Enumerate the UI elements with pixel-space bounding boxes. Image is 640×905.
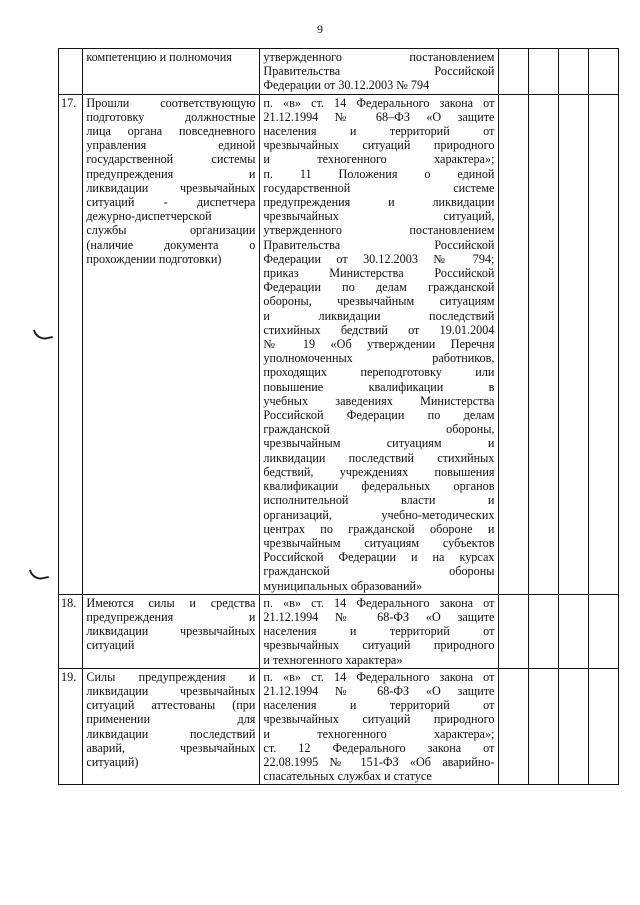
row-number: 18. xyxy=(59,594,83,668)
requirement-line: ситуаций аттестованы (при xyxy=(86,698,256,713)
reference-line: утвержденного постановлением xyxy=(263,223,495,238)
requirement-line: прохождении подготовки) xyxy=(86,251,222,266)
requirement-line: Силы предупреждения и xyxy=(86,669,256,684)
reference-line: 21.12.1994 № 68–ФЗ «О защите xyxy=(263,109,495,124)
requirement-line: подготовку должностные xyxy=(86,109,256,124)
reference-line: муниципальных образований» xyxy=(263,578,423,593)
legal-reference-cell xyxy=(260,668,499,785)
reference-line: Федерации по делам гражданской xyxy=(263,280,495,295)
requirement-line: применении для xyxy=(86,712,256,727)
reference-line: 21.12.1994 № 68-ФЗ «О защите xyxy=(263,609,495,624)
row-number xyxy=(59,49,83,95)
answer-cell[interactable] xyxy=(589,94,619,594)
reference-line: чрезвычайных ситуаций природного xyxy=(263,712,495,727)
requirement-line: компетенцию и полномочия xyxy=(86,50,232,64)
reference-line: Федерации от 30.12.2003 № 794; xyxy=(263,251,495,266)
reference-line: п. 11 Положения о единой xyxy=(263,166,495,181)
reference-line: п. «в» ст. 14 Федерального закона от xyxy=(263,95,495,110)
reference-line: п. «в» ст. 14 Федерального закона от xyxy=(263,595,495,610)
reference-line: Правительства Российской xyxy=(263,237,495,252)
reference-line: бедствий, учреждениях повышения xyxy=(263,464,495,479)
answer-cell[interactable] xyxy=(529,49,559,95)
reference-line: чрезвычайных ситуаций, xyxy=(263,209,495,224)
reference-line: и техногенного характера»; xyxy=(263,726,495,741)
reference-line: и ликвидации последствий xyxy=(263,308,495,323)
requirement-line: аварий, чрезвычайных xyxy=(86,740,256,755)
requirement-line: ситуаций xyxy=(86,638,135,653)
table-row xyxy=(59,49,619,95)
checklist-table xyxy=(58,48,619,785)
answer-cell[interactable] xyxy=(499,94,529,594)
answer-cell[interactable] xyxy=(589,594,619,668)
requirement-cell xyxy=(83,668,260,785)
reference-line: гражданской обороны, xyxy=(263,422,495,437)
reference-line: учебных заведениях Министерства xyxy=(263,393,495,408)
answer-cell[interactable] xyxy=(559,94,589,594)
table-row xyxy=(59,594,619,668)
reference-line: приказ Министерства Российской xyxy=(263,266,495,281)
reference-line: п. «в» ст. 14 Федерального закона от xyxy=(263,669,495,684)
requirement-line: управления единой xyxy=(86,138,256,153)
requirement-line: Прошли соответствующую xyxy=(86,95,256,110)
reference-line: повышение квалификации в xyxy=(263,379,495,394)
answer-cell[interactable] xyxy=(559,668,589,785)
legal-reference-cell xyxy=(260,49,499,95)
requirement-line: Имеются силы и средства xyxy=(86,595,256,610)
table-row xyxy=(59,94,619,594)
reference-line: обороны, чрезвычайным ситуациям xyxy=(263,294,495,309)
reference-line: гражданской обороны xyxy=(263,564,495,579)
answer-cell[interactable] xyxy=(499,49,529,95)
table-row xyxy=(59,668,619,785)
reference-line: 22.08.1995 № 151-ФЗ «Об аварийно- xyxy=(263,754,495,769)
requirement-line: ситуаций) xyxy=(86,754,139,769)
answer-cell[interactable] xyxy=(529,668,559,785)
reference-line: населения и территорий от xyxy=(263,124,495,139)
requirement-line: ликвидации чрезвычайных xyxy=(86,180,256,195)
reference-line: 21.12.1994 № 68-ФЗ «О защите xyxy=(263,683,495,698)
requirement-line: дежурно-диспетчерской xyxy=(86,209,212,224)
reference-line: и техногенного характера» xyxy=(263,652,403,667)
requirement-line: ликвидации чрезвычайных xyxy=(86,683,256,698)
reference-line: чрезвычайных ситуаций природного xyxy=(263,138,495,153)
reference-line: Российской Федерации по делам xyxy=(263,408,495,423)
reference-line: уполномоченных работников, xyxy=(263,351,495,366)
legal-reference-cell xyxy=(260,594,499,668)
reference-line: государственной системе xyxy=(263,180,495,195)
reference-line: Российской Федерации и на курсах xyxy=(263,550,495,565)
answer-cell[interactable] xyxy=(529,94,559,594)
requirement-line: лица органа повседневного xyxy=(86,124,256,139)
requirement-cell xyxy=(83,594,260,668)
reference-line: Правительства Российской xyxy=(263,64,495,79)
reference-line: № 19 «Об утверждении Перечня xyxy=(263,337,495,352)
reference-line: утвержденного постановлением xyxy=(263,50,495,64)
reference-line: спасательных службах и статусе xyxy=(263,769,432,784)
reference-line: исполнительной власти и xyxy=(263,493,495,508)
reference-line: Федерации от 30.12.2003 № 794 xyxy=(263,78,430,93)
answer-cell[interactable] xyxy=(499,594,529,668)
reference-line: организаций, учебно-методических xyxy=(263,507,495,522)
reference-line: проходящих переподготовку или xyxy=(263,365,495,380)
page-number: 9 xyxy=(317,22,323,36)
reference-line: квалификации федеральных органов xyxy=(263,479,495,494)
reference-line: чрезвычайных ситуаций природного xyxy=(263,638,495,653)
table-body xyxy=(59,49,619,785)
reference-line: чрезвычайным ситуациям субъектов xyxy=(263,535,495,550)
binding-hole-mark xyxy=(29,566,49,581)
reference-line: населения и территорий от xyxy=(263,624,495,639)
answer-cell[interactable] xyxy=(499,668,529,785)
legal-reference-cell xyxy=(260,94,499,594)
reference-line: населения и территорий от xyxy=(263,698,495,713)
reference-line: чрезвычайным ситуациям и xyxy=(263,436,495,451)
requirement-line: предупреждения и xyxy=(86,609,256,624)
binding-hole-mark xyxy=(33,326,53,341)
answer-cell[interactable] xyxy=(529,594,559,668)
reference-line: ликвидации последствий стихийных xyxy=(263,450,495,465)
requirement-line: предупреждения и xyxy=(86,166,256,181)
requirement-line: ликвидации последствий xyxy=(86,726,256,741)
answer-cell[interactable] xyxy=(559,594,589,668)
reference-line: центрах по гражданской обороне и xyxy=(263,521,495,536)
requirement-cell xyxy=(83,94,260,594)
requirement-cell xyxy=(83,49,260,95)
reference-line: ст. 12 Федерального закона от xyxy=(263,740,495,755)
requirement-line: (наличие документа о xyxy=(86,237,256,252)
requirement-line: ликвидации чрезвычайных xyxy=(86,624,256,639)
row-number: 17. xyxy=(59,94,83,594)
requirement-line: службы организации xyxy=(86,223,256,238)
answer-cell[interactable] xyxy=(559,49,589,95)
requirement-line: ситуаций - диспетчера xyxy=(86,195,256,210)
reference-line: и техногенного характера»; xyxy=(263,152,495,167)
answer-cell[interactable] xyxy=(589,49,619,95)
answer-cell[interactable] xyxy=(589,668,619,785)
requirement-line: государственной системы xyxy=(86,152,256,167)
reference-line: стихийных бедствий от 19.01.2004 xyxy=(263,322,495,337)
reference-line: предупреждения и ликвидации xyxy=(263,195,495,210)
row-number: 19. xyxy=(59,668,83,785)
